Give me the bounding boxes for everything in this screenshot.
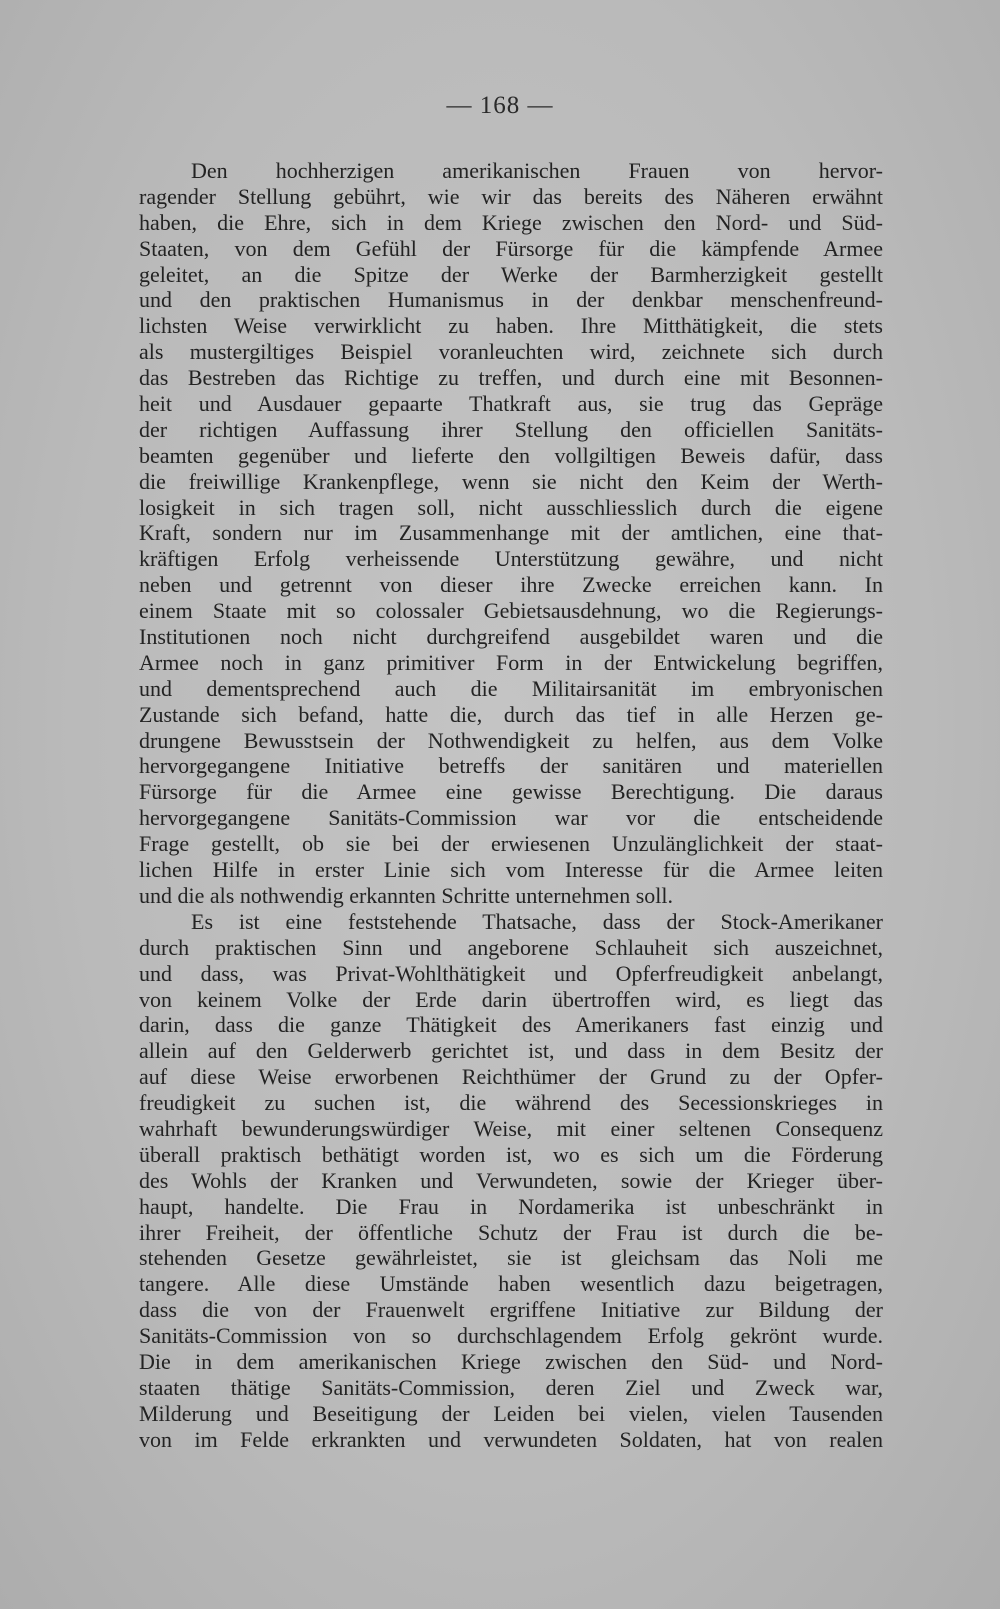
text-line: von keinem Volke der Erde darin übertroffen wird, es liegt das — [139, 986, 883, 1012]
text-line: Frage gestellt, ob sie bei der erwiesenen Unzulänglichkeit der staat- — [139, 831, 883, 857]
text-line: ihrer Freiheit, der öffentliche Schutz der Frau ist durch die be- — [139, 1219, 883, 1245]
text-line: Sanitäts-Commission von so durchschlagendem Erfolg gekrönt wurde. — [139, 1323, 883, 1349]
text-line: und dass, was Privat-Wohlthätigkeit und Opferfreudigkeit anbelangt, — [139, 960, 883, 986]
text-line: Es ist eine feststehende Thatsache, dass der Stock-Amerikaner — [191, 908, 883, 934]
text-line: Den hochherzigen amerikanischen Frauen von hervor- — [191, 158, 883, 183]
text-line: neben und getrennt von dieser ihre Zwecke erreichen kann. In — [139, 572, 883, 598]
text-line: des Wohls der Kranken und Verwundeten, sowie der Krieger über- — [139, 1167, 883, 1193]
text-line: beamten gegenüber und lieferte den vollgiltigen Beweis dafür, dass — [139, 442, 883, 468]
text-line: losigkeit in sich tragen soll, nicht ausschliesslich durch die eigene — [139, 494, 883, 520]
text-line: freudigkeit zu suchen ist, die während des Secessionskrieges in — [139, 1090, 883, 1116]
text-line: Fürsorge für die Armee eine gewisse Berechtigung. Die daraus — [139, 779, 883, 805]
text-line: Die in dem amerikanischen Kriege zwischen den Süd- und Nord- — [139, 1348, 883, 1374]
text-line: und die als nothwendig erkannten Schritte unternehmen soll. — [139, 882, 673, 908]
text-line: tangere. Alle diese Umstände haben wesentlich dazu beigetragen, — [139, 1271, 883, 1297]
text-line: staaten thätige Sanitäts-Commission, deren Ziel und Zweck war, — [139, 1374, 883, 1400]
text-line: Armee noch in ganz primitiver Form in der Entwickelung begriffen, — [139, 649, 883, 675]
text-line: haben, die Ehre, sich in dem Kriege zwischen den Nord- und Süd- — [139, 209, 883, 235]
text-line: Kraft, sondern nur im Zusammenhange mit der amtlichen, eine that- — [139, 520, 883, 546]
text-line: Zustande sich befand, hatte die, durch das tief in alle Herzen ge- — [139, 701, 883, 727]
text-line: von im Felde erkrankten und verwundeten Soldaten, hat von realen — [139, 1426, 883, 1452]
body-text — [139, 158, 883, 1453]
text-line: die freiwillige Krankenpflege, wenn sie nicht den Keim der Werth- — [139, 468, 883, 494]
text-line: überall praktisch bethätigt worden ist, wo es sich um die Förderung — [139, 1141, 883, 1167]
text-line: ragender Stellung gebührt, wie wir das bereits des Näheren erwähnt — [139, 183, 883, 209]
page-number: — 168 — — [446, 92, 554, 119]
text-line: kräftigen Erfolg verheissende Unterstützung gewähre, und nicht — [139, 546, 883, 572]
text-line: Staaten, von dem Gefühl der Fürsorge für die kämpfende Armee — [139, 235, 883, 261]
text-line: dass die von der Frauenwelt ergriffene Initiative zur Bildung der — [139, 1297, 883, 1323]
text-line: wahrhaft bewunderungswürdiger Weise, mit einer seltenen Consequenz — [139, 1115, 883, 1141]
text-line: der richtigen Auffassung ihrer Stellung den officiellen Sanitäts- — [139, 416, 883, 442]
text-line: lichen Hilfe in erster Linie sich vom Interesse für die Armee leiten — [139, 857, 883, 883]
text-line: durch praktischen Sinn und angeborene Schlauheit sich auszeichnet, — [139, 934, 883, 960]
text-line: das Bestreben das Richtige zu treffen, und durch eine mit Besonnen- — [139, 365, 883, 391]
text-line: hervorgegangene Initiative betreffs der sanitären und materiellen — [139, 753, 883, 779]
text-line: und dementsprechend auch die Militairsanität im embryonischen — [139, 675, 883, 701]
text-line: Institutionen noch nicht durchgreifend ausgebildet waren und die — [139, 624, 883, 650]
text-line: hervorgegangene Sanitäts-Commission war vor die entscheidende — [139, 805, 883, 831]
text-line: haupt, handelte. Die Frau in Nordamerika ist unbeschränkt in — [139, 1193, 883, 1219]
text-line: als mustergiltiges Beispiel voranleuchten wird, zeichnete sich durch — [139, 339, 883, 365]
text-line: auf diese Weise erworbenen Reichthümer der Grund zu der Opfer- — [139, 1064, 883, 1090]
text-line: drungene Bewusstsein der Nothwendigkeit zu helfen, aus dem Volke — [139, 727, 883, 753]
text-line: einem Staate mit so colossaler Gebietsausdehnung, wo die Regierungs- — [139, 598, 883, 624]
text-line: lichsten Weise verwirklicht zu haben. Ihre Mitthätigkeit, die stets — [139, 313, 883, 339]
text-line: Milderung und Beseitigung der Leiden bei vielen, vielen Tausenden — [139, 1400, 883, 1426]
text-line: und den praktischen Humanismus in der denkbar menschenfreund- — [139, 287, 883, 313]
text-line: geleitet, an die Spitze der Werke der Barmherzigkeit gestellt — [139, 261, 883, 287]
text-line: stehenden Gesetze gewährleistet, sie ist gleichsam das Noli me — [139, 1245, 883, 1271]
text-line: allein auf den Gelderwerb gerichtet ist, und dass in dem Besitz der — [139, 1038, 883, 1064]
text-line: darin, dass die ganze Thätigkeit des Amerikaners fast einzig und — [139, 1012, 883, 1038]
text-line: heit und Ausdauer gepaarte Thatkraft aus, sie trug das Gepräge — [139, 391, 883, 417]
